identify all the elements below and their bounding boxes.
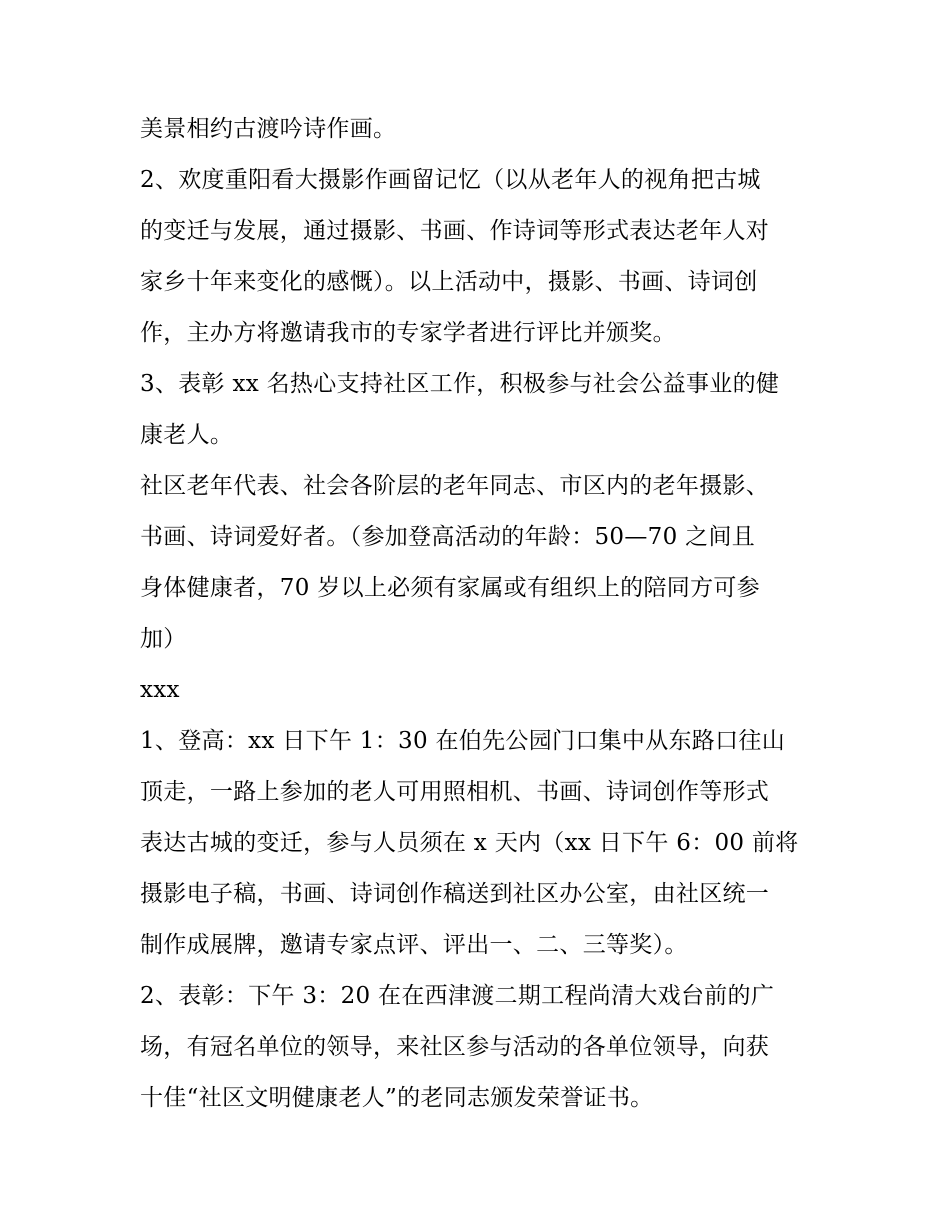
text-line: 家乡十年来变化的感慨）。以上活动中，摄影、书画、诗词创 [140,269,758,295]
text-line: 场，有冠名单位的领导，来社区参与活动的各单位领导，向获 [140,1034,770,1060]
text-line: 作，主办方将邀请我市的专家学者进行评比并颁奖。 [140,320,676,346]
text-line: 2、欢度重阳看大摄影作画留记忆（以从老年人的视角把古城 [140,167,761,193]
text-line: xxx [140,677,180,703]
text-line: 3、表彰 xx 名热心支持社区工作，积极参与社会公益事业的健 [140,371,780,397]
text-line: 十佳“社区文明健康老人”的老同志颁发荣誉证书。 [140,1085,654,1111]
text-line: 美景相约古渡吟诗作画。 [140,116,397,142]
text-line: 身体健康者，70 岁以上必须有家属或有组织上的陪同方可参 [140,575,760,601]
text-line: 康老人。 [140,422,234,448]
text-line: 2、表彰：下午 3：20 在在西津渡二期工程尚清大戏台前的广 [140,983,775,1009]
text-line: 加） [140,626,187,652]
document-body [140,104,820,1124]
text-line: 书画、诗词爱好者。（参加登高活动的年龄：50—70 之间且 [140,524,756,550]
text-line: 顶走，一路上参加的老人可用照相机、书画、诗词创作等形式 [140,779,770,805]
text-line: 摄影电子稿，书画、诗词创作稿送到社区办公室，由社区统一 [140,881,770,907]
text-line: 制作成展牌，邀请专家点评、评出一、二、三等奖）。 [140,932,688,958]
text-line: 表达古城的变迁，参与人员须在 x 天内（xx 日下午 6：00 前将 [140,830,799,856]
text-line: 社区老年代表、社会各阶层的老年同志、市区内的老年摄影、 [140,473,770,499]
text-line: 的变迁与发展，通过摄影、书画、作诗词等形式表达老年人对 [140,218,770,244]
text-line: 1、登高：xx 日下午 1：30 在伯先公园门口集中从东路口往山 [140,728,786,754]
